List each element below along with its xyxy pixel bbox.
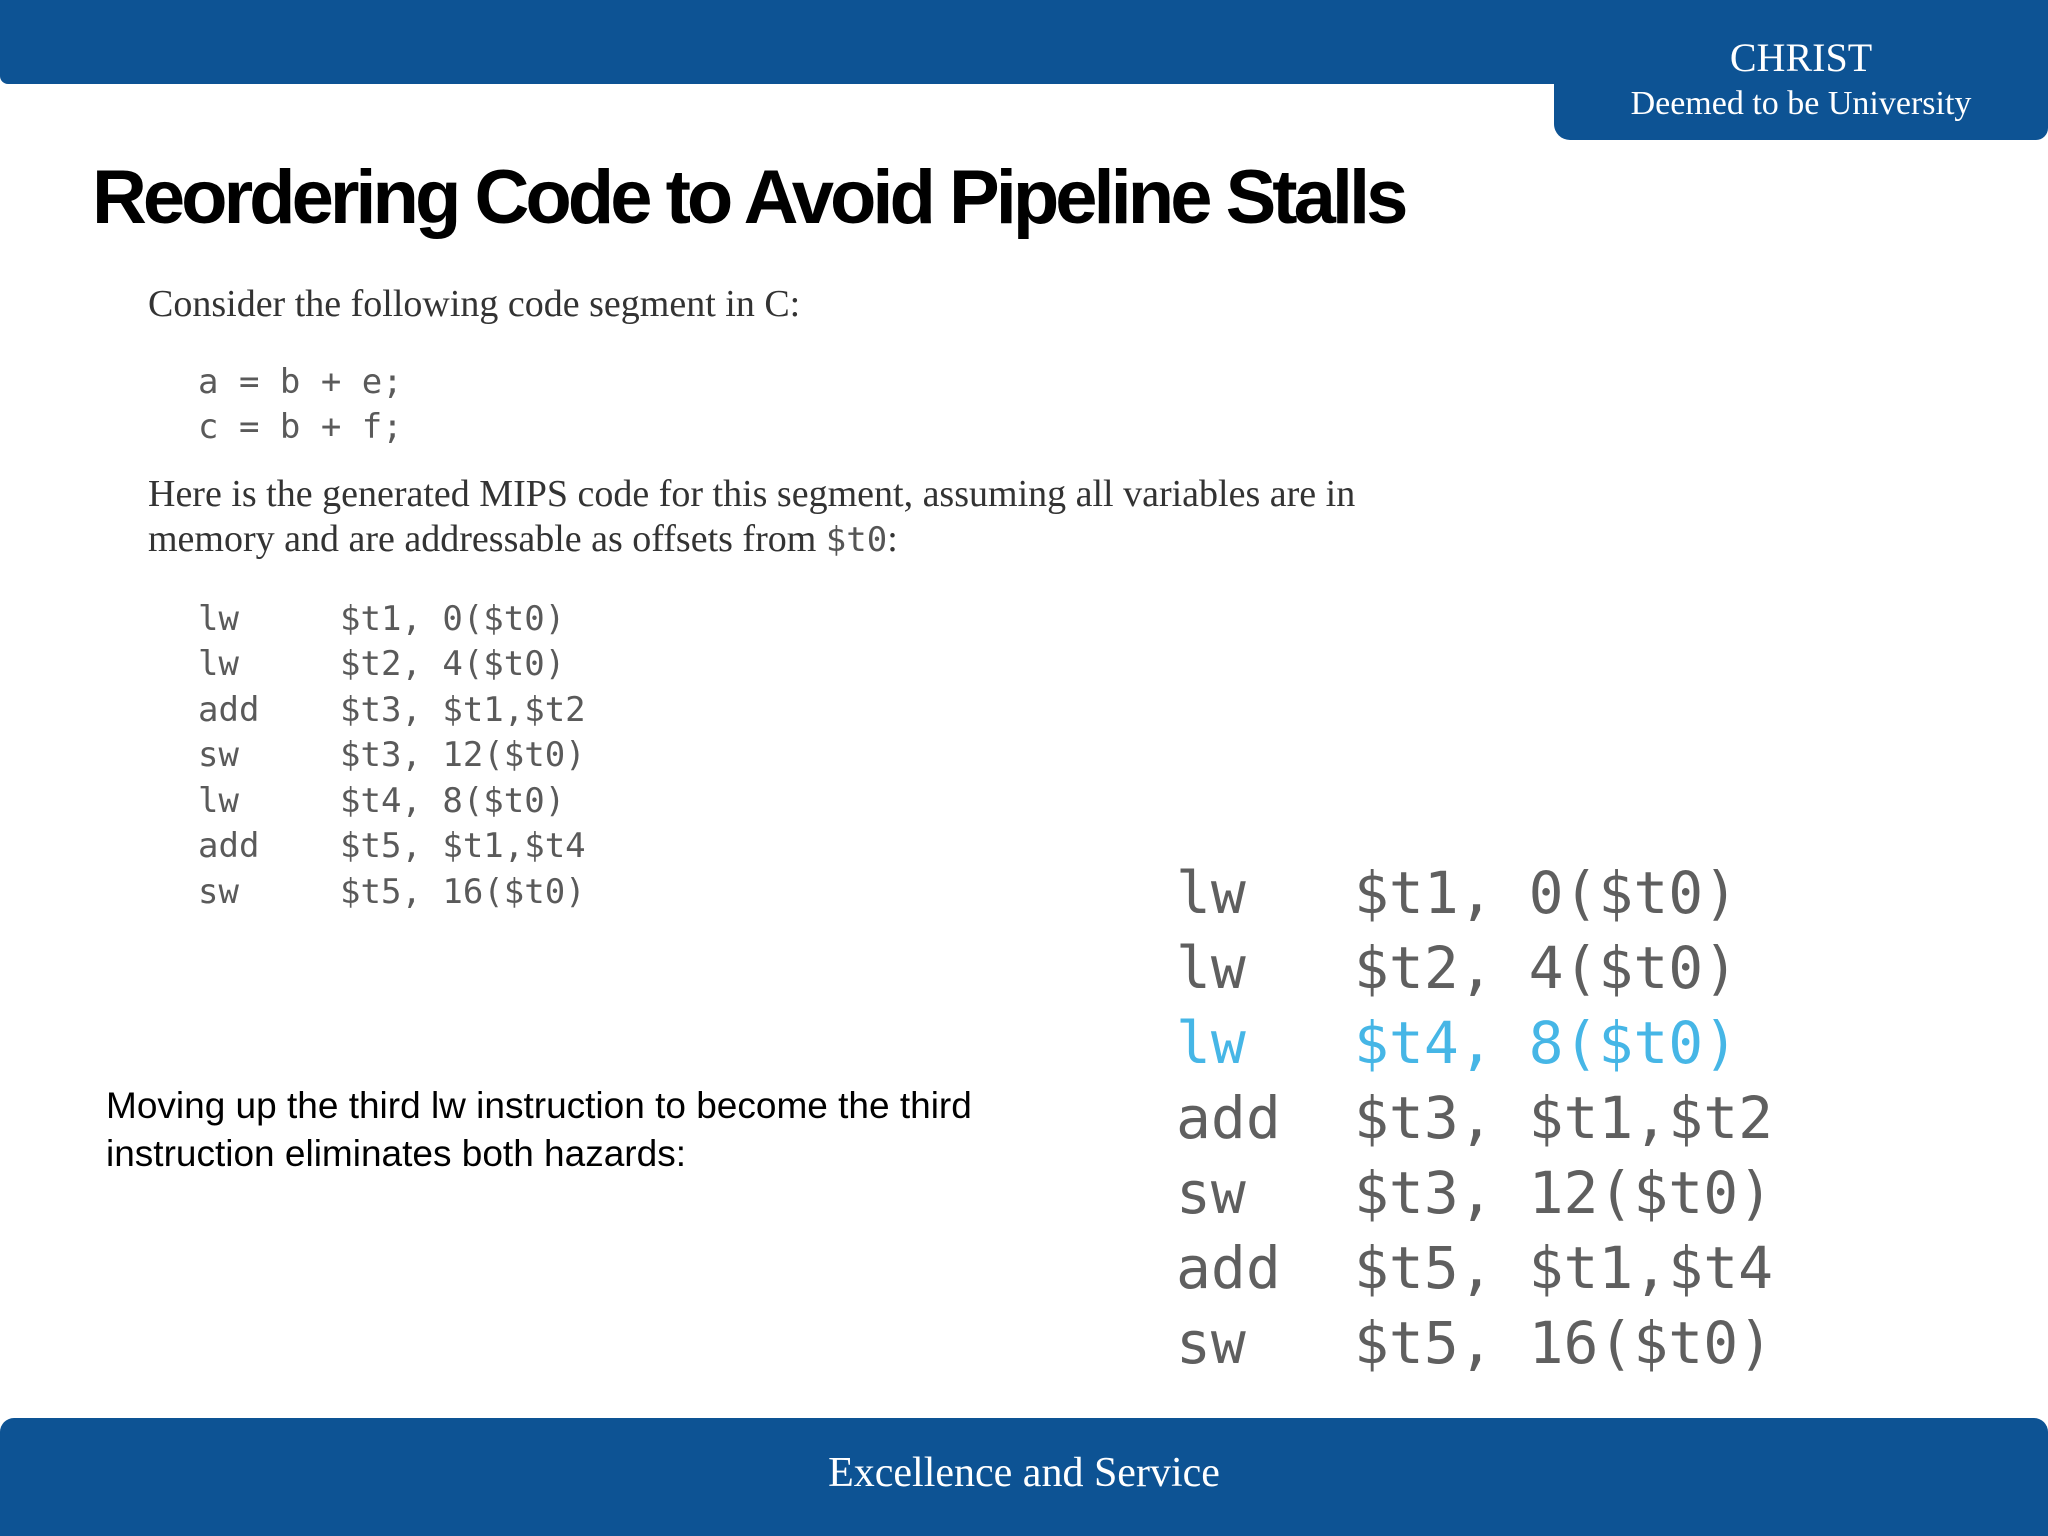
code-row: [198, 824, 586, 870]
opcode: sw: [1176, 1158, 1246, 1227]
c-code-line: a = b + e;: [198, 362, 403, 402]
opcode: lw: [198, 598, 239, 639]
code-row-highlighted: [1176, 1005, 1773, 1080]
textbook-excerpt: [148, 270, 1548, 930]
opcode: add: [198, 826, 260, 867]
code-row: [198, 778, 586, 824]
opcode: add: [1176, 1233, 1281, 1302]
code-row: [1176, 1155, 1773, 1230]
operands: $t4, 8($t0): [340, 780, 566, 821]
opcode: sw: [198, 735, 239, 776]
operands: $t5, $t1,$t4: [1354, 1233, 1774, 1302]
operands: $t2, 4($t0): [1354, 933, 1739, 1002]
footer-motto: Excellence and Service: [828, 1450, 1220, 1496]
description-text: [148, 472, 1355, 563]
code-row: [1176, 1080, 1773, 1155]
original-mips-code: [198, 596, 586, 915]
operands: $t3, 12($t0): [340, 735, 586, 776]
intro-text: Consider the following code segment in C:: [148, 283, 801, 325]
opcode: lw: [1176, 933, 1246, 1002]
code-row: [1176, 1305, 1773, 1380]
operands: $t5, 16($t0): [1354, 1308, 1774, 1377]
operands: $t3, 12($t0): [1354, 1158, 1774, 1227]
operands: $t4, 8($t0): [1354, 1008, 1739, 1077]
opcode: sw: [1176, 1308, 1246, 1377]
c-code-line: c = b + f;: [198, 407, 403, 447]
operands: $t2, 4($t0): [340, 644, 566, 685]
university-brand: [1554, 0, 2048, 140]
opcode: lw: [1176, 858, 1246, 927]
operands: $t5, $t1,$t4: [340, 826, 586, 867]
operands: $t1, 0($t0): [1354, 858, 1739, 927]
code-row: [1176, 855, 1773, 930]
opcode: add: [198, 689, 260, 730]
opcode: add: [1176, 1083, 1281, 1152]
brand-subtitle: Deemed to be University: [1630, 85, 1972, 122]
operands: $t1, 0($t0): [340, 598, 566, 639]
opcode: sw: [198, 871, 239, 912]
operands: $t3, $t1,$t2: [1354, 1083, 1774, 1152]
c-code-block: [198, 360, 403, 450]
code-row: [198, 642, 586, 688]
description-line: Here is the generated MIPS code for this segment, assuming all variables are in: [148, 473, 1356, 515]
opcode: lw: [198, 644, 239, 685]
opcode: lw: [198, 780, 239, 821]
description-text-part: memory and are addressable as offsets from: [148, 518, 826, 560]
brand-name: CHRIST: [1729, 35, 1873, 80]
register-inline-code: $t0: [825, 520, 888, 560]
operands: $t5, 16($t0): [340, 871, 586, 912]
reordered-mips-code: [1176, 855, 1773, 1380]
footer-bar: [0, 1418, 2048, 1536]
slide-title: Reordering Code to Avoid Pipeline Stalls: [92, 155, 1405, 240]
operands: $t3, $t1,$t2: [340, 689, 586, 730]
code-row: [1176, 1230, 1773, 1305]
description-end: :: [887, 518, 898, 560]
code-row: [198, 733, 586, 779]
code-row: [198, 687, 586, 733]
caption-text: Moving up the third lw instruction to become the third instruction eliminates both hazards:: [106, 1085, 972, 1174]
code-row: [198, 869, 586, 915]
description-line: [148, 517, 1355, 563]
code-row: [1176, 930, 1773, 1005]
opcode: lw: [1176, 1008, 1246, 1077]
code-row: [198, 596, 586, 642]
